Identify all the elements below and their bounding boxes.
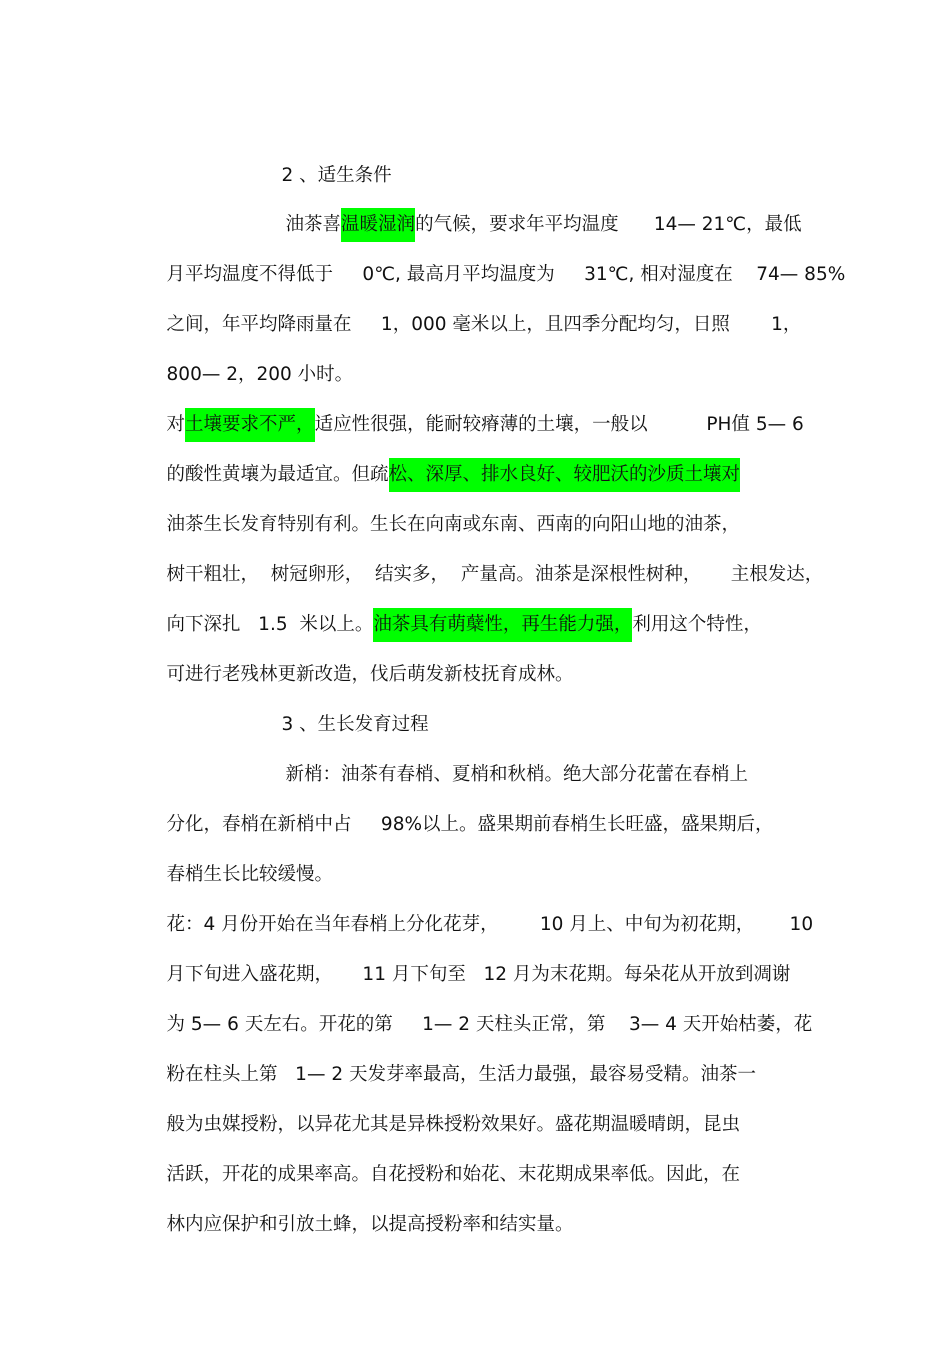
text-run: 般为虫媒授粉，以异花尤其是异株授粉效果好。盛花期温暖晴朗，昆虫	[166, 1114, 741, 1135]
section-heading	[258, 674, 429, 735]
text-run: 春梢生长比较缓慢。	[166, 864, 334, 885]
text-run: 的酸性黄壤为最适宜。但疏	[166, 464, 389, 485]
paragraph-line	[143, 424, 741, 485]
text-run: 新梢：油茶有春梢、夏梢和秋梢。绝大部分花蕾在春梢上	[285, 764, 749, 785]
text-run: 之间，年平均降雨量在 1，000 毫米以上，且四季分配均匀，日照 1，	[166, 314, 802, 335]
text-run: 油茶生长发育特别有利。生长在向南或东南、西南的向阳山地的油茶，	[166, 514, 741, 535]
paragraph-line	[262, 174, 802, 235]
paragraph-line	[143, 624, 574, 685]
text-run: 花：4 月份开始在当年春梢上分化花芽， 10 月上、中旬为初花期， 10	[166, 914, 814, 935]
paragraph-line	[143, 224, 846, 285]
highlighted-text: 温暖湿润	[341, 208, 415, 242]
text-run: 可进行老残林更新改造，伐后萌发新枝抚育成林。	[166, 664, 574, 685]
text-run: 月下旬进入盛花期， 11 月下旬至 12 月为末花期。每朵花从开放到凋谢	[166, 964, 791, 985]
text-run: 油茶喜	[285, 214, 342, 235]
text-run: 对	[166, 414, 186, 435]
highlighted-text: 土壤要求不严，	[185, 408, 315, 442]
text-run: 活跃，开花的成果率高。自花授粉和始花、末花期成果率低。因此，在	[166, 1164, 741, 1185]
paragraph-line	[143, 924, 791, 985]
text-run: 向下深扎 1.5 米以上。	[166, 614, 374, 635]
paragraph-line	[143, 824, 334, 885]
text-run: 的气候，要求年平均温度 14— 21℃，最低	[415, 214, 802, 235]
paragraph-line	[262, 724, 749, 785]
text-run: 月平均温度不得低于 0℃, 最高月平均温度为 31℃, 相对湿度在 74— 85%	[166, 264, 846, 285]
paragraph-line	[143, 374, 804, 435]
paragraph-line	[143, 1024, 756, 1085]
text-run: 800— 2，200 小时。	[166, 364, 354, 385]
text-run: 粉在柱头上第 1— 2 天发芽率最高，生活力最强，最容易受精。油茶一	[166, 1064, 756, 1085]
paragraph-line	[143, 1124, 741, 1185]
text-run: 林内应保护和引放土蜂，以提高授粉率和结实量。	[166, 1214, 574, 1235]
text-run: 3 、生长发育过程	[281, 714, 429, 735]
text-run: 为 5— 6 天左右。开花的第 1— 2 天柱头正常，第 3— 4 天开始枯萎，花	[166, 1014, 813, 1035]
text-run: 适应性很强，能耐较瘠薄的土壤，一般以 PH值 5— 6	[314, 414, 804, 435]
paragraph-line	[143, 1174, 574, 1235]
section-heading	[258, 125, 392, 186]
paragraph-line	[143, 974, 813, 1035]
paragraph-line	[143, 324, 354, 385]
paragraph-line	[143, 874, 814, 935]
text-run: 树干粗壮， 树冠卵形， 结实多， 产量高。油茶是深根性树种， 主根发达，	[166, 564, 824, 585]
highlighted-text: 松、深厚、排水良好、较肥沃的沙质土壤对	[389, 458, 741, 492]
paragraph-line	[143, 774, 774, 835]
paragraph-line	[143, 274, 802, 335]
paragraph-line	[143, 574, 762, 635]
paragraph-line	[143, 474, 741, 535]
text-run: 利用这个特性，	[632, 614, 762, 635]
text-run: 2 、适生条件	[281, 165, 392, 186]
text-run: 分化，春梢在新梢中占 98%以上。盛果期前春梢生长旺盛，盛果期后，	[166, 814, 774, 835]
paragraph-line	[143, 524, 824, 585]
highlighted-text: 油茶具有萌蘖性，再生能力强，	[373, 608, 632, 642]
paragraph-line	[143, 1074, 741, 1135]
